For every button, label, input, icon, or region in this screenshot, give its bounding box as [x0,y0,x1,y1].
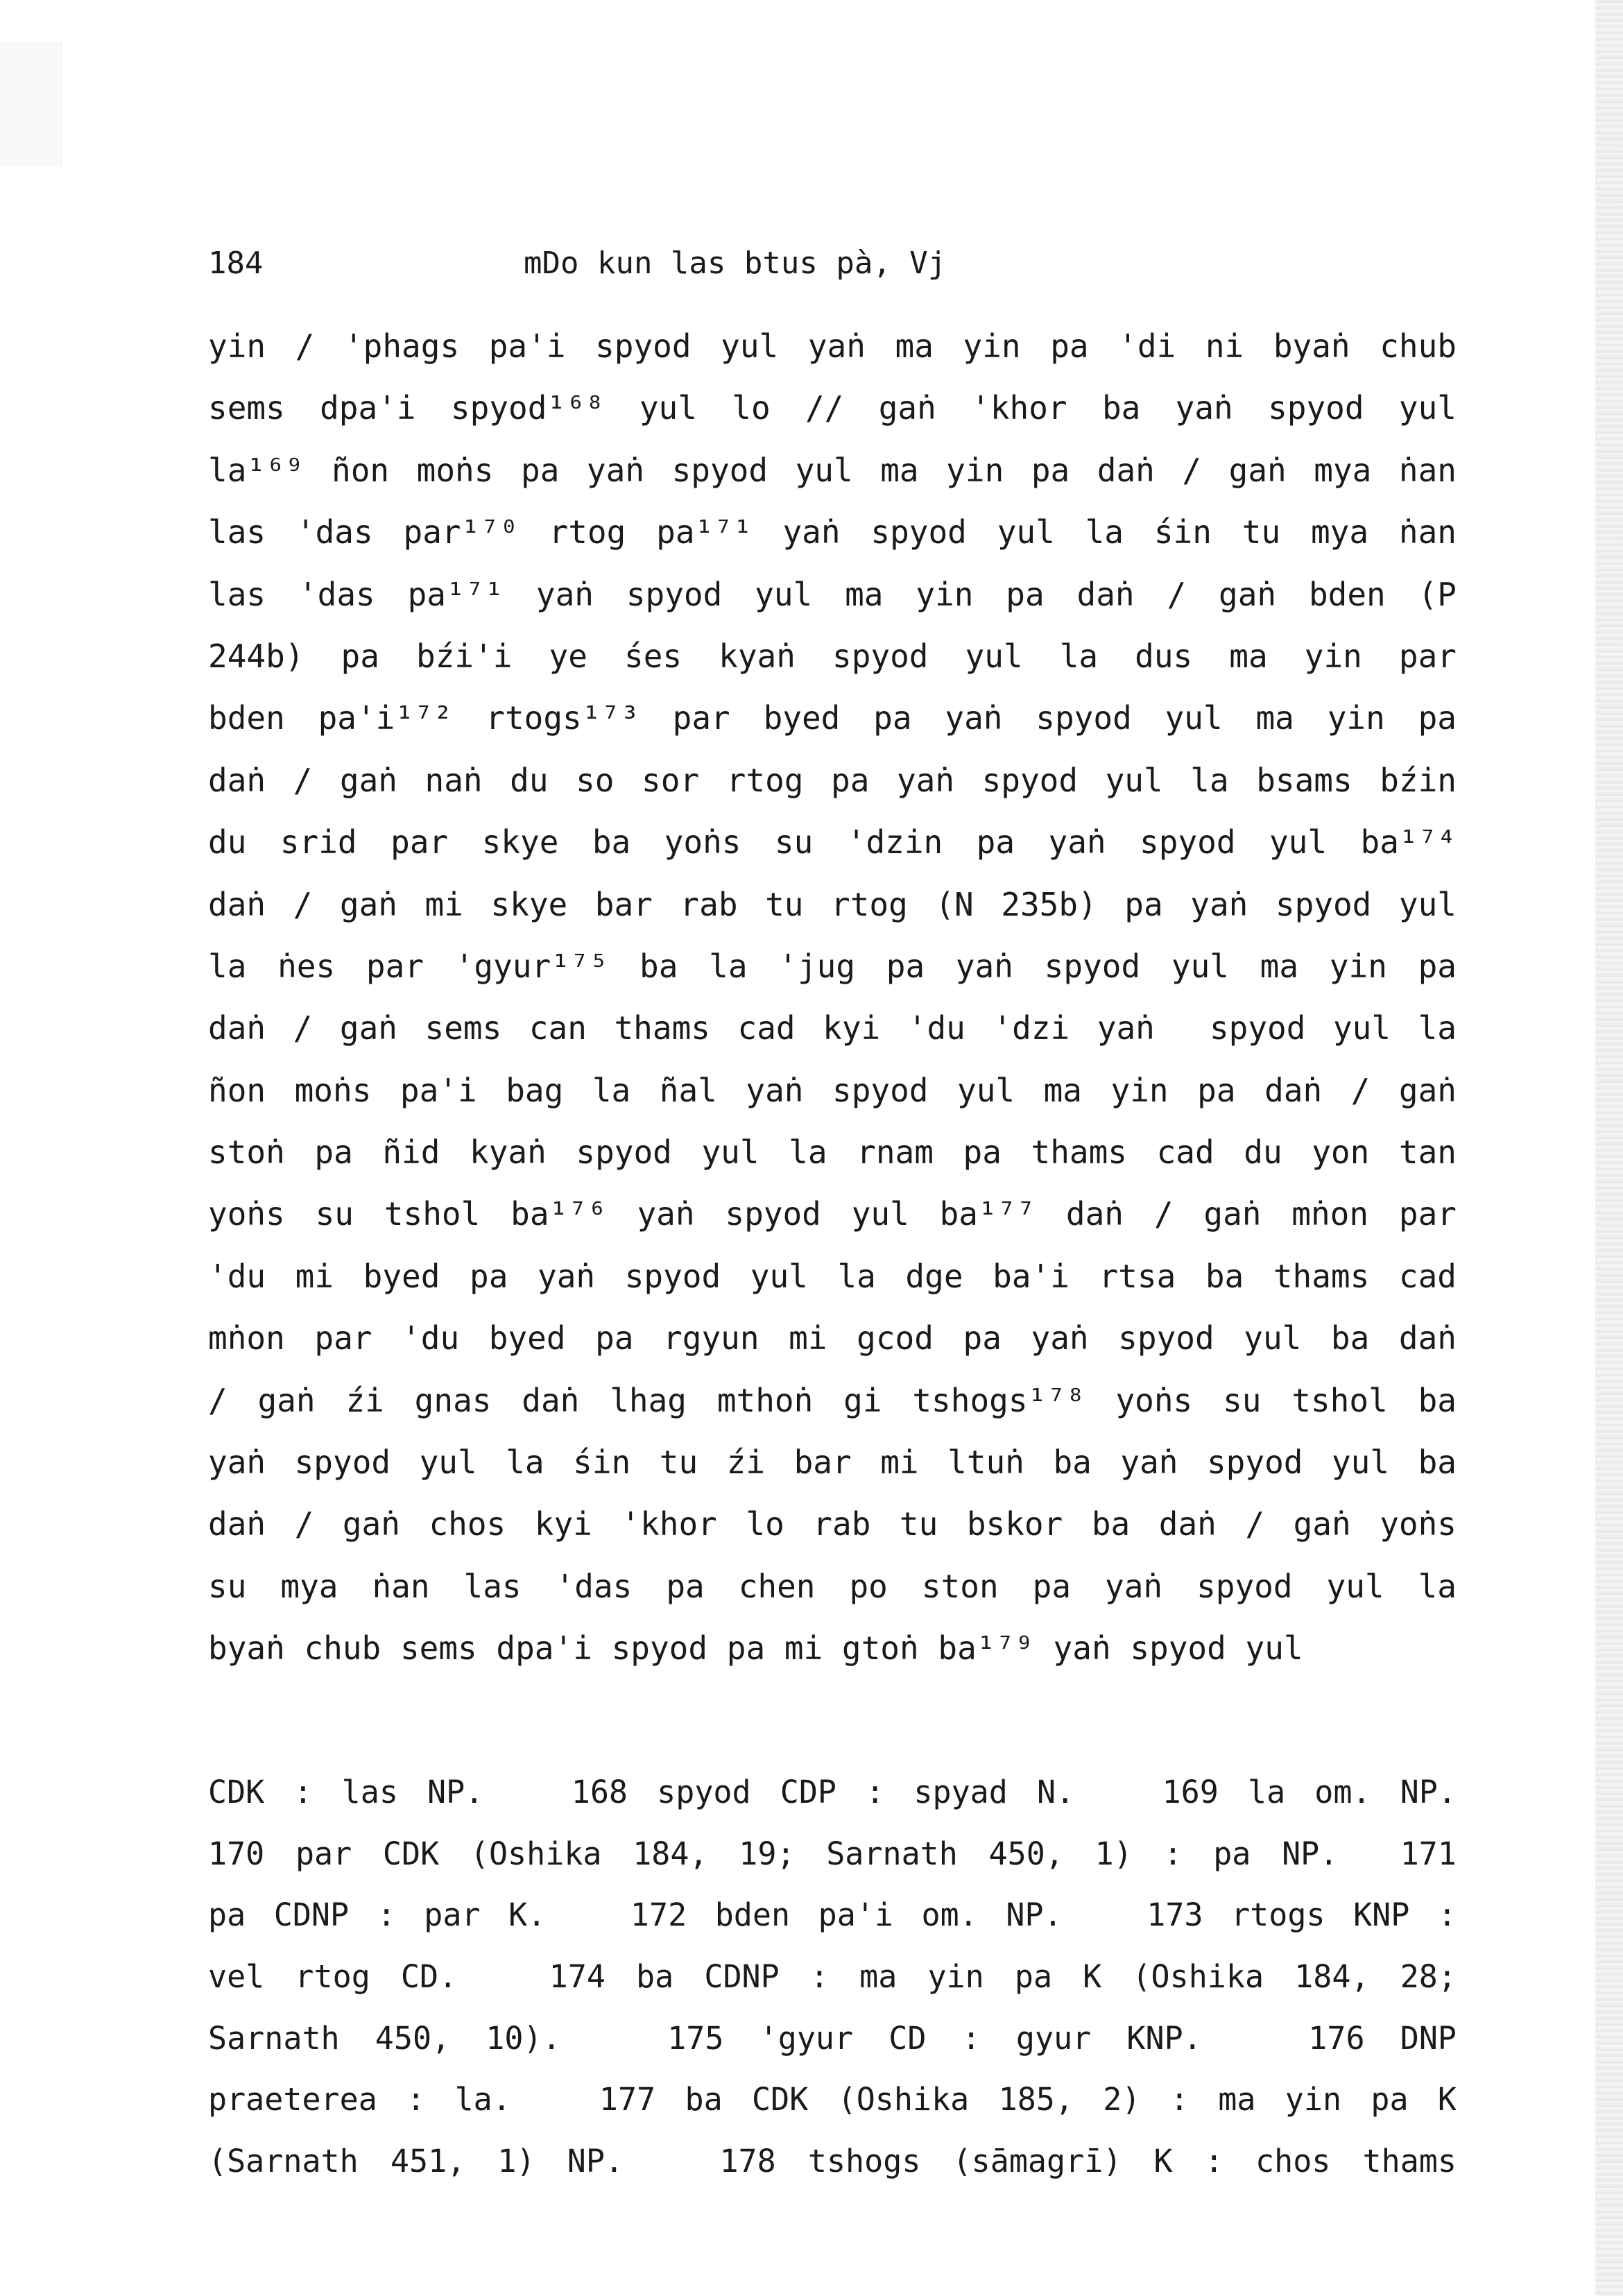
footnote-line: 170 par CDK (Oshika 184, 19; Sarnath 450, 1) : pa NP. 171 [208,1835,1457,1872]
text-line: daṅ / gaṅ sems can thams cad kyi 'du 'dzi yaṅ spyod yul la [208,1009,1457,1047]
text-line: 244b) pa bźi'i ye śes kyaṅ spyod yul la dus ma yin par [208,637,1457,675]
text-line: 'du mi byed pa yaṅ spyod yul la dge ba'i rtsa ba thams cad [208,1257,1457,1295]
scan-edge-left [0,42,62,166]
main-text [208,316,1477,1680]
text-line: sems dpa'i spyod¹⁶⁸ yul lo // gaṅ 'khor ba yaṅ spyod yul [208,389,1457,427]
text-line: daṅ / gaṅ naṅ du so sor rtog pa yaṅ spyod yul la bsams bźin [208,761,1457,799]
page-number: 184 [208,246,264,281]
text-line: yoṅs su tshol ba¹⁷⁶ yaṅ spyod yul ba¹⁷⁷ daṅ / gaṅ mṅon par [208,1195,1457,1233]
text-line: las 'das pa¹⁷¹ yaṅ spyod yul ma yin pa daṅ / gaṅ bden (P [208,575,1457,613]
footnote-line: CDK : las NP. 168 spyod CDP : spyad N. 169 la om. NP. [208,1774,1457,1810]
text-line: du srid par skye ba yoṅs su 'dzin pa yaṅ spyod yul ba¹⁷⁴ [208,823,1457,862]
footnotes [208,1762,1457,2193]
page-header [208,239,1457,288]
text-line: las 'das par¹⁷⁰ rtog pa¹⁷¹ yaṅ spyod yul la śin tu mya ṅan [208,513,1457,551]
scan-edge-right [1595,0,1623,2296]
footnote-line: (Sarnath 451, 1) NP. 178 tshogs (sāmagrī) K : chos thams [208,2143,1457,2180]
text-line: stoṅ pa ñid kyaṅ spyod yul la rnam pa thams cad du yon tan [208,1133,1457,1172]
text-line: su mya ṅan las 'das pa chen po ston pa yaṅ spyod yul la [208,1567,1457,1605]
text-line: / gaṅ źi gnas daṅ lhag mthoṅ gi tshogs¹⁷⁸ yoṅs su tshol ba [208,1381,1457,1419]
text-line: byaṅ chub sems dpa'i spyod pa mi gtoṅ ba¹⁷⁹ yaṅ spyod yul [208,1629,1303,1668]
text-line: la¹⁶⁹ ñon moṅs pa yaṅ spyod yul ma yin pa daṅ / gaṅ mya ṅan [208,451,1457,489]
text-line: la ṅes par 'gyur¹⁷⁵ ba la 'jug pa yaṅ spyod yul ma yin pa [208,947,1457,985]
running-title: mDo kun las btus pà, Vj [524,246,947,281]
footnote-line: pa CDNP : par K. 172 bden pa'i om. NP. 173 rtogs KNP : [208,1896,1457,1934]
text-line: mṅon par 'du byed pa rgyun mi gcod pa yaṅ spyod yul ba daṅ [208,1319,1457,1357]
text-line: daṅ / gaṅ chos kyi 'khor lo rab tu bskor ba daṅ / gaṅ yoṅs [208,1505,1457,1543]
footnote-line: Sarnath 450, 10). 175 'gyur CD : gyur KNP. 176 DNP [208,2019,1457,2057]
text-line: daṅ / gaṅ mi skye bar rab tu rtog (N 235b) pa yaṅ spyod yul [208,885,1457,923]
footnote-line: vel rtog CD. 174 ba CDNP : ma yin pa K (Oshika 184, 28; [208,1958,1457,1996]
text-line: yin / 'phags pa'i spyod yul yaṅ ma yin pa 'di ni byaṅ chub [208,327,1457,365]
text-line: bden pa'i¹⁷² rtogs¹⁷³ par byed pa yaṅ spyod yul ma yin pa [208,699,1457,737]
footnote-line: praeterea : la. 177 ba CDK (Oshika 185, 2) : ma yin pa K [208,2081,1457,2118]
text-line: ñon moṅs pa'i bag la ñal yaṅ spyod yul ma yin pa daṅ / gaṅ [208,1071,1457,1109]
text-line: yaṅ spyod yul la śin tu źi bar mi ltuṅ ba yaṅ spyod yul ba [208,1443,1457,1482]
